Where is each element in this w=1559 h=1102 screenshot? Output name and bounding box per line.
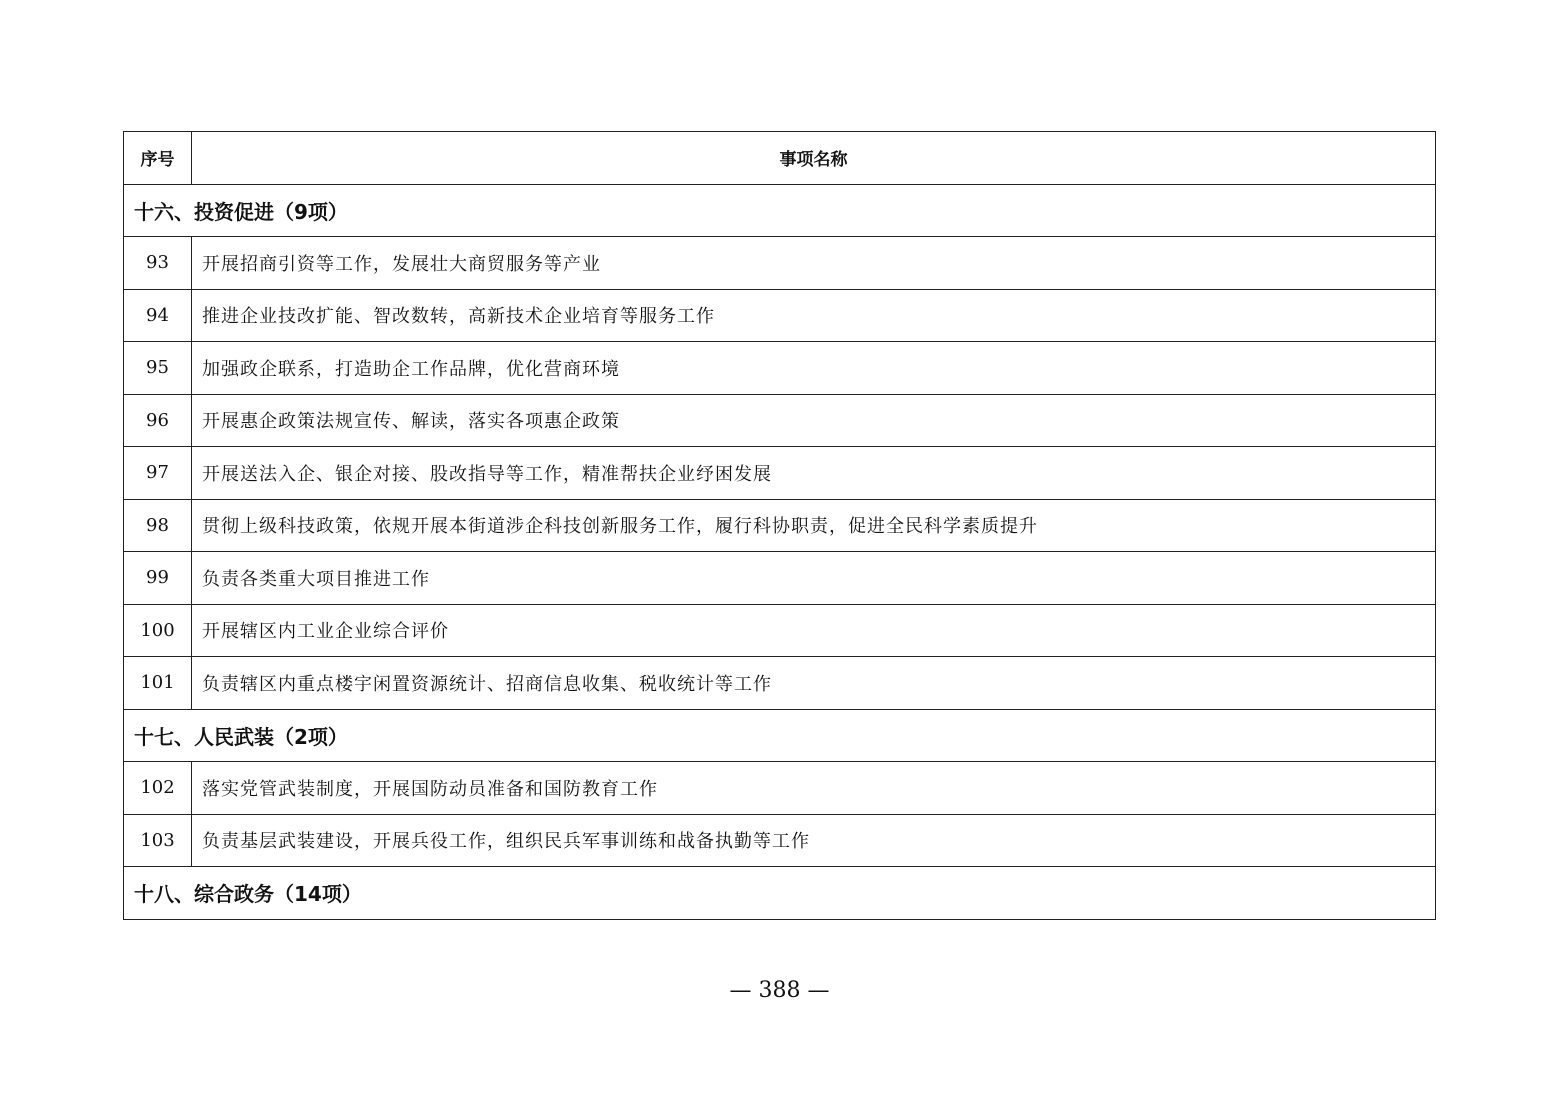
table-row: [124, 762, 1436, 815]
item-number: 101: [124, 657, 192, 710]
item-name: 负责基层武装建设，开展兵役工作，组织民兵军事训练和战备执勤等工作: [192, 814, 1436, 867]
table-row: [124, 604, 1436, 657]
item-number: 99: [124, 552, 192, 605]
table-row: [124, 289, 1436, 342]
header-name: 事项名称: [192, 132, 1436, 185]
item-name: 开展辖区内工业企业综合评价: [192, 604, 1436, 657]
item-number: 102: [124, 762, 192, 815]
section-row: [124, 184, 1436, 237]
table-row: [124, 447, 1436, 500]
item-number: 98: [124, 499, 192, 552]
item-name: 开展惠企政策法规宣传、解读，落实各项惠企政策: [192, 394, 1436, 447]
item-number: 93: [124, 237, 192, 290]
item-number: 100: [124, 604, 192, 657]
item-name: 贯彻上级科技政策，依规开展本街道涉企科技创新服务工作，履行科协职责，促进全民科学素质提升: [192, 499, 1436, 552]
section-title: 十八、综合政务（14项）: [124, 867, 1436, 920]
table-body: [124, 184, 1436, 919]
table-row: [124, 552, 1436, 605]
item-name: 负责辖区内重点楼宇闲置资源统计、招商信息收集、税收统计等工作: [192, 657, 1436, 710]
item-number: 96: [124, 394, 192, 447]
header-no: 序号: [124, 132, 192, 185]
page-number: — 388 —: [729, 978, 830, 1003]
item-name: 开展送法入企、银企对接、股改指导等工作，精准帮扶企业纾困发展: [192, 447, 1436, 500]
section-row: [124, 867, 1436, 920]
table-row: [124, 657, 1436, 710]
item-name: 推进企业技改扩能、智改数转，高新技术企业培育等服务工作: [192, 289, 1436, 342]
section-title: 十六、投资促进（9项）: [124, 184, 1436, 237]
item-number: 103: [124, 814, 192, 867]
section-title: 十七、人民武装（2项）: [124, 709, 1436, 762]
item-name: 加强政企联系，打造助企工作品牌，优化营商环境: [192, 342, 1436, 395]
table-row: [124, 237, 1436, 290]
item-name: 负责各类重大项目推进工作: [192, 552, 1436, 605]
items-table: [123, 131, 1436, 920]
section-row: [124, 709, 1436, 762]
table-row: [124, 499, 1436, 552]
table-row: [124, 814, 1436, 867]
table-row: [124, 342, 1436, 395]
table-row: [124, 394, 1436, 447]
item-number: 97: [124, 447, 192, 500]
item-number: 94: [124, 289, 192, 342]
item-number: 95: [124, 342, 192, 395]
item-name: 落实党管武装制度，开展国防动员准备和国防教育工作: [192, 762, 1436, 815]
item-name: 开展招商引资等工作，发展壮大商贸服务等产业: [192, 237, 1436, 290]
table-header-row: [124, 132, 1436, 185]
